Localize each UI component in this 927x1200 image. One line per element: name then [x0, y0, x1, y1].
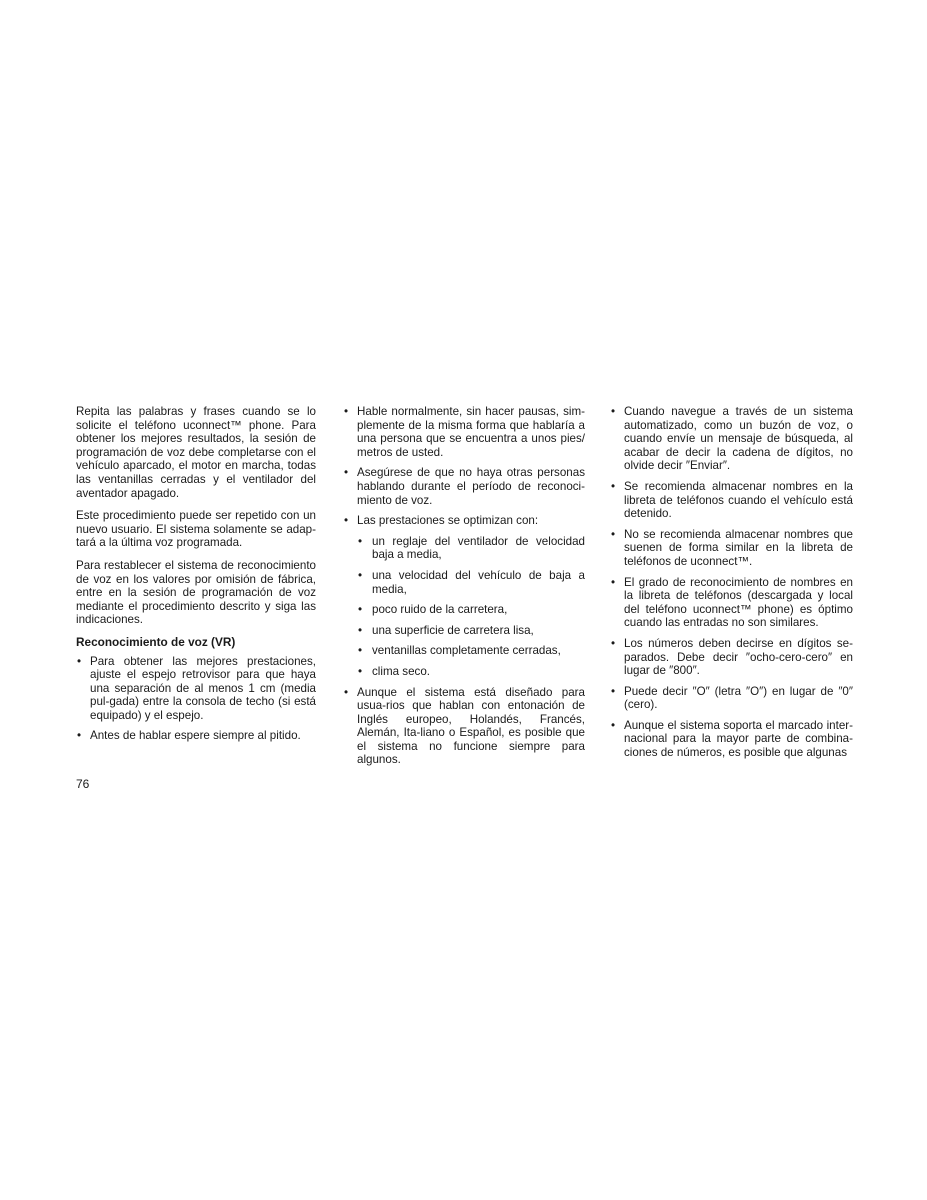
list-item [610, 719, 853, 760]
list-item [610, 685, 853, 712]
bullet-icon: • [611, 527, 616, 541]
list-item-text: No se recomienda almacenar nombres que suenen de forma similar en la libreta de teléfonos de uconnect™. [624, 527, 853, 568]
bullet-icon: • [611, 575, 616, 589]
list-item-text: poco ruido de la carretera, [372, 603, 508, 617]
list-item-text: clima seco. [372, 664, 430, 678]
sub-list-item [357, 644, 585, 658]
list-item-text: Los números deben decirse en dígitos se-parados. Debe decir ″ocho-cero-cero″ en lugar de ″800″. [624, 636, 853, 678]
section-heading: Reconocimiento de voz (VR) [76, 634, 236, 649]
list-item [610, 637, 853, 678]
sub-list-item [357, 535, 585, 562]
list-item-text: Cuando navegue a través de un sistema automatizado, como un buzón de voz, o cuando envíe un mensaje de búsqueda, al acabar de decir la cadena de dígitos, no olvide decir ″Enviar″. [624, 405, 853, 473]
sub-list-item [357, 665, 585, 679]
bullet-icon: • [344, 514, 349, 528]
bullet-list [343, 405, 585, 767]
bullet-icon: • [344, 405, 349, 418]
list-item [343, 686, 585, 768]
list-item-text: Aunque el sistema soporta el marcado inter-nacional para la mayor parte de combina-ciones de números, es posible que algunas [624, 718, 853, 760]
paragraph: Este procedimiento puede ser repetido con un nuevo usuario. El sistema solamente se adap-tará a la última voz programada. [76, 509, 316, 550]
list-item-text: Asegúrese de que no haya otras personas hablando durante el período de reconoci-miento de voz. [357, 466, 585, 507]
paragraph: Repita las palabras y frases cuando se lo solicite el teléfono uconnect™ phone. Para obtener los mejores resultados, la sesión de programación de voz debe completarse con el vehículo aparcado, el motor en marcha, todas las ventanillas cerradas y el ventilador del aventador apagado. [76, 405, 316, 500]
list-item-text: un reglaje del ventilador de velocidad baja a media, [372, 534, 585, 562]
list-item-text: Se recomienda almacenar nombres en la libreta de teléfonos cuando el vehículo está detenido. [624, 479, 853, 521]
list-item-text: El grado de reconocimiento de nombres en la libreta de teléfonos (descargada y local del teléfono uconnect™ phone) es óptimo cuando las entradas no son similares. [624, 575, 853, 630]
list-item-text: Hable normalmente, sin hacer pausas, sim-plemente de la misma forma que hablaría a una persona que se encuentra a unos pies/ metros de usted. [357, 405, 585, 459]
list-item [343, 466, 585, 507]
list-item-text: Para obtener las mejores prestaciones, ajuste el espejo retrovisor para que haya una separación de al menos 1 cm (media pul-gada) entre la consola de techo (si está equipado) y el espejo. [90, 654, 316, 722]
bullet-icon: • [358, 568, 363, 582]
right-column [610, 405, 853, 767]
bullet-icon: • [344, 466, 349, 480]
list-item [610, 405, 853, 473]
list-item-text: Las prestaciones se optimizan con: [357, 514, 539, 528]
bullet-icon: • [358, 534, 363, 548]
bullet-icon: • [358, 623, 363, 637]
sub-list-item [357, 624, 585, 638]
list-item-text: Aunque el sistema está diseñado para usua-rios que hablan con entonación de Inglés europeo, Holandés, Francés, Alemán, Ita-liano o Español, es posible que el sistema no funcione siempre para algunos. [357, 685, 585, 767]
middle-column [343, 405, 585, 774]
list-item-text: una velocidad del vehículo de baja a media, [372, 568, 585, 596]
list-item [76, 655, 316, 723]
paragraph: Para restablecer el sistema de reconocimiento de voz en los valores por omisión de fábrica, entre en la sesión de programación de voz mediante el procedimiento descrito y siga las indicaciones. [76, 558, 316, 627]
bullet-icon: • [611, 405, 616, 418]
list-item-text: Antes de hablar espere siempre al pitido. [90, 729, 301, 743]
bullet-icon: • [77, 729, 82, 743]
bullet-icon: • [358, 603, 363, 617]
bullet-icon: • [611, 718, 616, 732]
list-item [610, 576, 853, 630]
sub-bullet-list [357, 535, 585, 679]
list-item [610, 480, 853, 521]
bullet-icon: • [344, 685, 349, 699]
bullet-list [76, 655, 316, 744]
sub-list-item [357, 603, 585, 617]
sub-list-item [357, 569, 585, 596]
list-item [610, 528, 853, 569]
bullet-icon: • [611, 636, 616, 650]
bullet-icon: • [611, 479, 616, 493]
bullet-icon: • [77, 654, 82, 668]
bullet-icon: • [358, 664, 363, 678]
bullet-list [610, 405, 853, 760]
list-item [343, 405, 585, 459]
list-item-text: una superficie de carretera lisa, [372, 623, 534, 637]
page-number: 76 [76, 777, 90, 791]
list-item [343, 514, 585, 678]
list-item-text: ventanillas completamente cerradas, [372, 644, 561, 658]
bullet-icon: • [358, 644, 363, 658]
bullet-icon: • [611, 684, 616, 698]
list-item-text: Puede decir ″O″ (letra ″O″) en lugar de ″0″ (cero). [624, 684, 853, 712]
list-item [76, 729, 316, 743]
left-column [76, 405, 316, 750]
